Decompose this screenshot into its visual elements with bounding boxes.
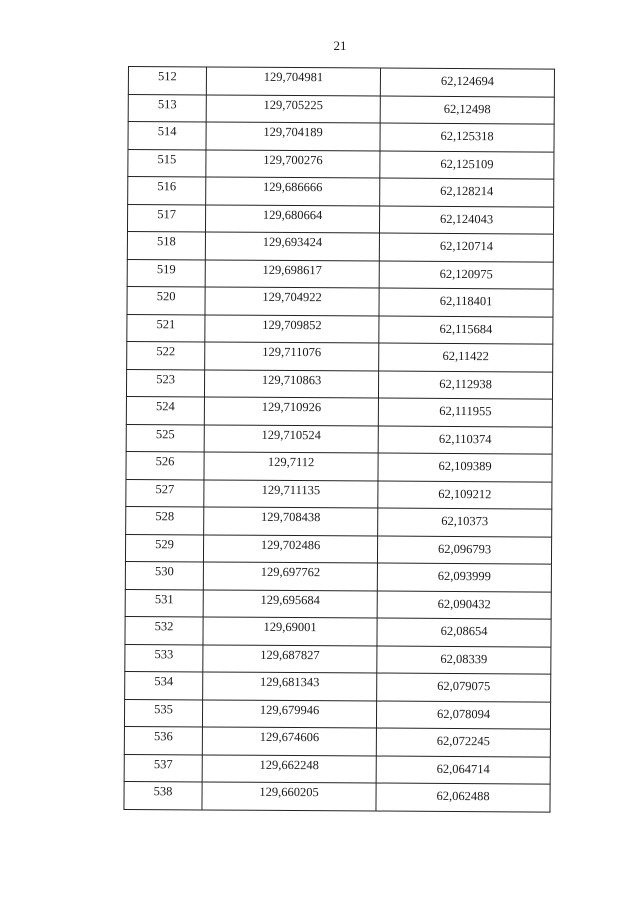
y-coordinate-cell: 62,111955	[378, 398, 552, 427]
y-coordinate-cell: 62,120714	[379, 233, 553, 262]
x-coordinate-cell: 129,710863	[204, 369, 378, 398]
y-coordinate-cell: 62,079075	[377, 673, 551, 702]
point-number-cell: 530	[125, 561, 203, 589]
point-number-cell: 524	[126, 396, 204, 424]
table-row	[124, 781, 550, 811]
y-coordinate-cell: 62,125109	[380, 151, 554, 180]
y-coordinate-cell: 62,118401	[379, 288, 553, 317]
y-coordinate-cell: 62,064714	[376, 756, 550, 785]
point-number-cell: 528	[126, 506, 204, 534]
x-coordinate-cell: 129,709852	[205, 314, 379, 343]
x-coordinate-cell: 129,711135	[204, 479, 378, 508]
table-row	[126, 451, 552, 481]
point-number-cell: 517	[127, 204, 205, 232]
y-coordinate-cell: 62,08654	[377, 618, 551, 647]
table-row	[125, 589, 551, 619]
y-coordinate-cell: 62,08339	[377, 646, 551, 675]
point-number-cell: 522	[127, 341, 205, 369]
table-row	[127, 314, 553, 344]
table-row	[125, 561, 551, 591]
table-row	[126, 424, 552, 454]
x-coordinate-cell: 129,680664	[205, 204, 379, 233]
y-coordinate-cell: 62,125318	[380, 123, 554, 152]
y-coordinate-cell: 62,093999	[377, 563, 551, 592]
point-number-cell: 536	[124, 726, 202, 754]
coordinates-table-container	[123, 66, 554, 812]
table-row	[127, 341, 553, 371]
y-coordinate-cell: 62,112938	[378, 371, 552, 400]
x-coordinate-cell: 129,710524	[204, 424, 378, 453]
table-row	[126, 369, 552, 399]
point-number-cell: 529	[125, 534, 203, 562]
point-number-cell: 527	[126, 479, 204, 507]
table-row	[128, 122, 554, 152]
table-row	[128, 67, 554, 97]
x-coordinate-cell: 129,705225	[206, 94, 380, 123]
y-coordinate-cell: 62,11422	[379, 343, 553, 372]
x-coordinate-cell: 129,687827	[203, 644, 377, 673]
x-coordinate-cell: 129,662248	[202, 754, 376, 783]
x-coordinate-cell: 129,710926	[204, 397, 378, 426]
table-row	[125, 671, 551, 701]
point-number-cell: 526	[126, 451, 204, 479]
point-number-cell: 535	[124, 699, 202, 727]
y-coordinate-cell: 62,078094	[376, 701, 550, 730]
x-coordinate-cell: 129,708438	[204, 507, 378, 536]
point-number-cell: 533	[125, 644, 203, 672]
x-coordinate-cell: 129,679946	[202, 699, 376, 728]
y-coordinate-cell: 62,072245	[376, 728, 550, 757]
point-number-cell: 538	[124, 781, 202, 809]
table-row	[125, 534, 551, 564]
x-coordinate-cell: 129,704981	[206, 67, 380, 96]
x-coordinate-cell: 129,700276	[206, 149, 380, 178]
table-row	[125, 616, 551, 646]
y-coordinate-cell: 62,109389	[378, 453, 552, 482]
page-number: 21	[333, 38, 347, 53]
x-coordinate-cell: 129,660205	[202, 782, 376, 811]
point-number-cell: 519	[127, 259, 205, 287]
table-row	[127, 286, 553, 316]
x-coordinate-cell: 129,702486	[203, 534, 377, 563]
table-row	[127, 259, 553, 289]
y-coordinate-cell: 62,12498	[380, 96, 554, 125]
table-row	[124, 699, 550, 729]
table-row	[128, 94, 554, 124]
point-number-cell: 531	[125, 589, 203, 617]
table-row	[127, 231, 553, 261]
point-number-cell: 513	[128, 94, 206, 122]
x-coordinate-cell: 129,695684	[203, 589, 377, 618]
point-number-cell: 515	[128, 149, 206, 177]
point-number-cell: 520	[127, 286, 205, 314]
table-row	[126, 479, 552, 509]
table-row	[124, 754, 550, 784]
table-row	[124, 726, 550, 756]
x-coordinate-cell: 129,681343	[203, 672, 377, 701]
coordinates-table	[123, 66, 555, 812]
x-coordinate-cell: 129,69001	[203, 617, 377, 646]
x-coordinate-cell: 129,711076	[205, 342, 379, 371]
y-coordinate-cell: 62,120975	[379, 261, 553, 290]
point-number-cell: 534	[125, 671, 203, 699]
table-row	[128, 177, 554, 207]
y-coordinate-cell: 62,109212	[378, 481, 552, 510]
point-number-cell: 516	[128, 177, 206, 205]
point-number-cell: 512	[128, 67, 206, 95]
x-coordinate-cell: 129,698617	[205, 259, 379, 288]
x-coordinate-cell: 129,693424	[205, 232, 379, 261]
point-number-cell: 532	[125, 616, 203, 644]
point-number-cell: 537	[124, 754, 202, 782]
x-coordinate-cell: 129,697762	[203, 562, 377, 591]
x-coordinate-cell: 129,674606	[202, 727, 376, 756]
y-coordinate-cell: 62,124694	[380, 68, 554, 97]
point-number-cell: 521	[127, 314, 205, 342]
y-coordinate-cell: 62,128214	[380, 178, 554, 207]
coordinates-table-body	[124, 67, 555, 812]
table-row	[128, 149, 554, 179]
x-coordinate-cell: 129,704922	[205, 287, 379, 316]
table-row	[127, 204, 553, 234]
x-coordinate-cell: 129,704189	[206, 122, 380, 151]
x-coordinate-cell: 129,686666	[206, 177, 380, 206]
y-coordinate-cell: 62,090432	[377, 591, 551, 620]
point-number-cell: 525	[126, 424, 204, 452]
y-coordinate-cell: 62,115684	[379, 316, 553, 345]
table-row	[125, 644, 551, 674]
y-coordinate-cell: 62,110374	[378, 426, 552, 455]
table-row	[126, 396, 552, 426]
point-number-cell: 523	[126, 369, 204, 397]
point-number-cell: 518	[127, 231, 205, 259]
x-coordinate-cell: 129,7112	[204, 452, 378, 481]
y-coordinate-cell: 62,124043	[379, 206, 553, 235]
table-row	[126, 506, 552, 536]
y-coordinate-cell: 62,062488	[376, 783, 550, 812]
point-number-cell: 514	[128, 122, 206, 150]
y-coordinate-cell: 62,10373	[378, 508, 552, 537]
y-coordinate-cell: 62,096793	[377, 536, 551, 565]
